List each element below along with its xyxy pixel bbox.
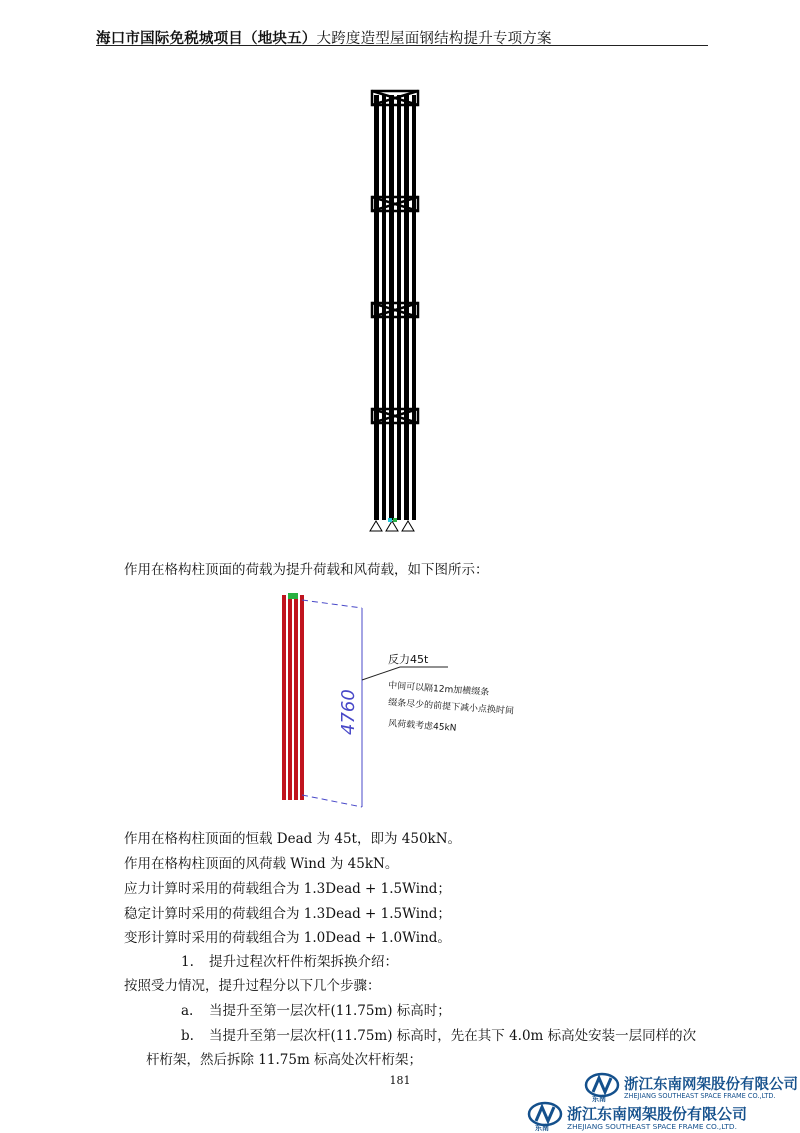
header-rule xyxy=(96,45,708,46)
step-a-text: 当提升至第一层次杆(11.75m) 标高时； xyxy=(209,1003,451,1019)
load-diagram-figure xyxy=(270,585,560,810)
logo-company-name-en: ZHEJIANG SOUTHEAST SPACE FRAME CO.,LTD. xyxy=(624,1092,776,1100)
annotation-batten-note: 缀条尽少的前提下减小点换时间 xyxy=(387,698,515,717)
paragraph-stress-combination: 应力计算时采用的荷载组合为 1.3Dead + 1.5Wind； xyxy=(124,881,451,897)
step-b-continuation: 杆桁架，然后拆除 11.75m 标高处次杆桁架； xyxy=(146,1052,423,1068)
step-b-text: 当提升至第一层次杆(11.75m) 标高时，先在其下 4.0m 标高处安装一层同样的次 xyxy=(209,1028,697,1044)
column-elevation xyxy=(282,595,304,800)
annotation-reaction: 反力45t xyxy=(388,653,429,666)
logo-mark-label: 东南 xyxy=(535,1124,549,1132)
top-node-marker xyxy=(288,593,298,599)
paragraph-wind-load: 作用在格构柱顶面的风荷载 Wind 为 45kN。 xyxy=(124,856,399,872)
paragraph-load-intro: 作用在格构柱顶面的荷载为提升荷载和风荷载，如下图所示： xyxy=(124,562,489,578)
page-number: 181 xyxy=(389,1074,411,1087)
lattice-column-figure xyxy=(360,85,430,535)
company-logo-top xyxy=(584,1072,800,1102)
paragraph-stability-combination: 稳定计算时采用的荷载组合为 1.3Dead + 1.5Wind； xyxy=(124,906,451,922)
step-b-label: b. xyxy=(181,1028,194,1044)
column-chords xyxy=(374,95,416,520)
annotation-wind-load: 风荷载考虑45kN xyxy=(387,719,457,734)
paragraph-dead-load: 作用在格构柱顶面的恒载 Dead 为 45t，即为 450kN。 xyxy=(124,831,462,847)
list-number-1: 1. xyxy=(181,954,194,970)
annotation-batten-spacing: 中间可以隔12m加横缀条 xyxy=(387,681,490,699)
dimension-text: 4760 xyxy=(338,689,359,735)
heading-lifting-process: 提升过程次杆件桁架拆换介绍： xyxy=(209,954,398,970)
step-a-label: a. xyxy=(181,1003,194,1019)
paragraph-steps-intro: 按照受力情况，提升过程分以下几个步骤： xyxy=(124,978,381,994)
paragraph-deformation-combination: 变形计算时采用的荷载组合为 1.0Dead + 1.0Wind。 xyxy=(124,930,451,946)
logo-company-name: 浙江东南网架股份有限公司 xyxy=(567,1105,748,1123)
header-title-rest: 大跨度造型屋面钢结构提升专项方案 xyxy=(316,31,552,47)
logo-mark-label: 东南 xyxy=(592,1095,606,1103)
company-logo-bottom xyxy=(527,1101,767,1132)
logo-company-name-en: ZHEJIANG SOUTHEAST SPACE FRAME CO.,LTD. xyxy=(567,1122,737,1131)
logo-company-name: 浙江东南网架股份有限公司 xyxy=(624,1077,798,1093)
annotation-leader xyxy=(362,667,448,680)
header-title-bold: 海口市国际免税城项目（地块五） xyxy=(96,31,317,47)
